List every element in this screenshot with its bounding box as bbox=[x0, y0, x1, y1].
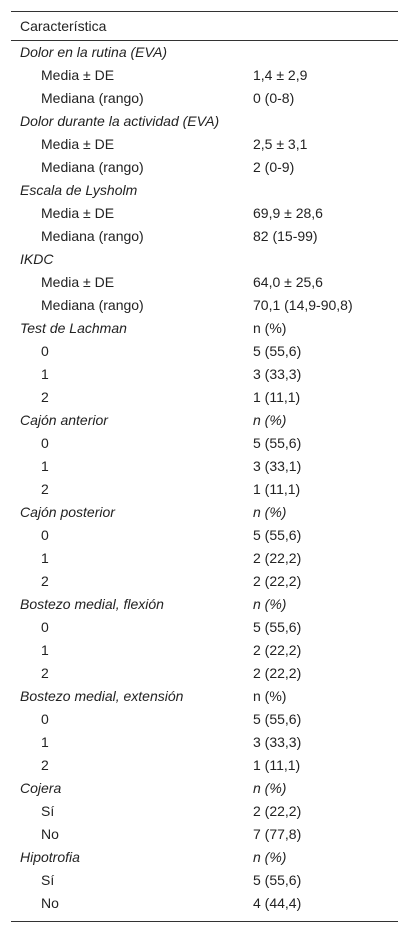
table-group-row bbox=[11, 110, 398, 133]
row-value: n (%) bbox=[253, 780, 287, 796]
table-row bbox=[11, 524, 398, 547]
row-label: 0 bbox=[41, 435, 49, 451]
group-label: Hipotrofia bbox=[20, 849, 80, 865]
row-label: Sí bbox=[41, 803, 55, 819]
row-value: 7 (77,8) bbox=[253, 826, 302, 842]
table-row bbox=[11, 639, 398, 662]
table-row bbox=[11, 616, 398, 639]
row-label: Mediana (rango) bbox=[41, 159, 144, 175]
table-row bbox=[11, 133, 398, 156]
row-value: 5 (55,6) bbox=[253, 527, 302, 543]
table-row bbox=[11, 271, 398, 294]
row-label: No bbox=[41, 826, 59, 842]
table-header bbox=[11, 11, 398, 41]
row-label: Media ± DE bbox=[41, 67, 115, 83]
table-group-row bbox=[11, 846, 398, 869]
row-value: n (%) bbox=[253, 688, 287, 704]
row-label: Mediana (rango) bbox=[41, 228, 144, 244]
row-label: 2 bbox=[41, 665, 49, 681]
row-value: n (%) bbox=[253, 596, 287, 612]
row-value: n (%) bbox=[253, 320, 287, 336]
row-value: 2 (22,2) bbox=[253, 665, 302, 681]
row-value: 70,1 (14,9-90,8) bbox=[253, 297, 353, 313]
row-value: 2,5 ± 3,1 bbox=[253, 136, 308, 152]
table-group-row bbox=[11, 777, 398, 800]
row-value: 5 (55,6) bbox=[253, 619, 302, 635]
row-value: 3 (33,3) bbox=[253, 366, 302, 382]
table-row bbox=[11, 892, 398, 915]
row-label: Mediana (rango) bbox=[41, 90, 144, 106]
row-label: Mediana (rango) bbox=[41, 297, 144, 313]
row-value: 5 (55,6) bbox=[253, 872, 302, 888]
group-label: Bostezo medial, extensión bbox=[20, 688, 184, 704]
table-row bbox=[11, 64, 398, 87]
table-row bbox=[11, 202, 398, 225]
table-group-row bbox=[11, 409, 398, 432]
row-label: 1 bbox=[41, 734, 49, 750]
row-label: 0 bbox=[41, 619, 49, 635]
row-value: 4 (44,4) bbox=[253, 895, 302, 911]
group-label: Cajón anterior bbox=[20, 412, 108, 428]
table-group-row bbox=[11, 248, 398, 271]
row-value: 2 (0-9) bbox=[253, 159, 295, 175]
table-body bbox=[11, 41, 398, 922]
row-label: 2 bbox=[41, 481, 49, 497]
row-value: 82 (15-99) bbox=[253, 228, 318, 244]
row-label: 2 bbox=[41, 389, 49, 405]
group-label: Dolor durante la actividad (EVA) bbox=[20, 113, 220, 129]
row-label: Media ± DE bbox=[41, 136, 115, 152]
row-label: Media ± DE bbox=[41, 205, 115, 221]
table-row bbox=[11, 800, 398, 823]
table-row bbox=[11, 570, 398, 593]
group-label: Escala de Lysholm bbox=[20, 182, 138, 198]
table-row bbox=[11, 662, 398, 685]
table-group-row bbox=[11, 179, 398, 202]
table-row bbox=[11, 225, 398, 248]
row-value: 5 (55,6) bbox=[253, 343, 302, 359]
row-value: 5 (55,6) bbox=[253, 711, 302, 727]
row-value: 0 (0-8) bbox=[253, 90, 295, 106]
row-value: 64,0 ± 25,6 bbox=[253, 274, 323, 290]
row-label: 1 bbox=[41, 366, 49, 382]
row-value: 1,4 ± 2,9 bbox=[253, 67, 308, 83]
table-row bbox=[11, 869, 398, 892]
table-row bbox=[11, 340, 398, 363]
row-value: 69,9 ± 28,6 bbox=[253, 205, 323, 221]
table-row bbox=[11, 432, 398, 455]
row-label: 1 bbox=[41, 642, 49, 658]
table-group-row bbox=[11, 593, 398, 616]
row-value: 1 (11,1) bbox=[253, 389, 301, 405]
table-row bbox=[11, 823, 398, 846]
row-label: 0 bbox=[41, 527, 49, 543]
row-label: 2 bbox=[41, 573, 49, 589]
row-value: 1 (11,1) bbox=[253, 757, 301, 773]
row-value: 3 (33,3) bbox=[253, 734, 302, 750]
table-group-row bbox=[11, 41, 398, 64]
row-label: No bbox=[41, 895, 59, 911]
row-value: 2 (22,2) bbox=[253, 573, 302, 589]
group-label: IKDC bbox=[20, 251, 54, 267]
row-value: n (%) bbox=[253, 412, 287, 428]
table-row bbox=[11, 363, 398, 386]
table-row bbox=[11, 754, 398, 777]
row-value: n (%) bbox=[253, 504, 287, 520]
table-row bbox=[11, 547, 398, 570]
row-label: 1 bbox=[41, 550, 49, 566]
table-row bbox=[11, 708, 398, 731]
group-label: Cojera bbox=[20, 780, 62, 796]
group-label: Dolor en la rutina (EVA) bbox=[20, 44, 168, 60]
row-label: 2 bbox=[41, 757, 49, 773]
row-value: 3 (33,1) bbox=[253, 458, 302, 474]
row-value: 2 (22,2) bbox=[253, 642, 302, 658]
table-group-row bbox=[11, 317, 398, 340]
table-row bbox=[11, 386, 398, 409]
row-value: 2 (22,2) bbox=[253, 550, 302, 566]
table-row bbox=[11, 455, 398, 478]
table-row bbox=[11, 731, 398, 754]
group-label: Test de Lachman bbox=[20, 320, 127, 336]
group-label: Bostezo medial, flexión bbox=[20, 596, 164, 612]
row-value: 1 (11,1) bbox=[253, 481, 301, 497]
row-value: 5 (55,6) bbox=[253, 435, 302, 451]
table-row bbox=[11, 478, 398, 501]
row-label: 1 bbox=[41, 458, 49, 474]
row-value: 2 (22,2) bbox=[253, 803, 302, 819]
table-row bbox=[11, 87, 398, 110]
row-label: Sí bbox=[41, 872, 55, 888]
table-group-row bbox=[11, 685, 398, 708]
row-label: 0 bbox=[41, 343, 49, 359]
row-label: 0 bbox=[41, 711, 49, 727]
table-row bbox=[11, 294, 398, 317]
group-label: Cajón posterior bbox=[20, 504, 115, 520]
row-label: Media ± DE bbox=[41, 274, 115, 290]
header-label: Característica bbox=[20, 18, 107, 34]
row-value: n (%) bbox=[253, 849, 287, 865]
characteristics-table bbox=[11, 11, 398, 922]
table-group-row bbox=[11, 501, 398, 524]
table-row bbox=[11, 156, 398, 179]
